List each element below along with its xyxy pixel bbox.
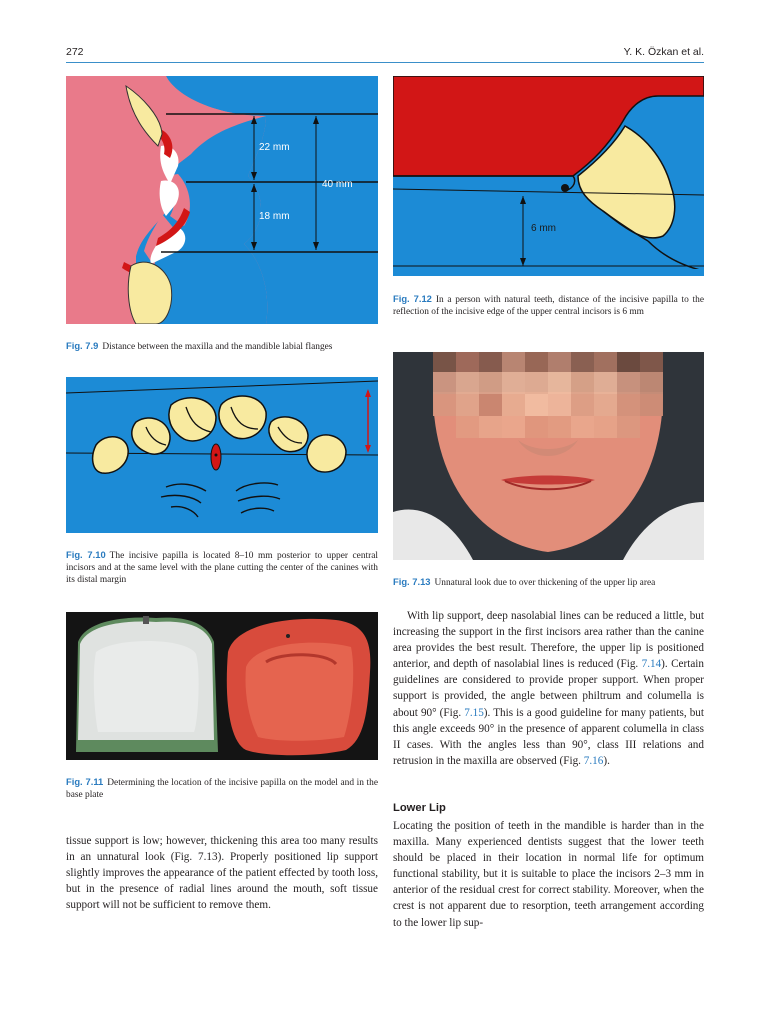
right-paragraph-1 <box>393 608 704 769</box>
caption-fig-7-10 <box>66 549 378 586</box>
caption-fig-7-11 <box>66 776 378 801</box>
measure-40mm: 40 mm <box>322 179 353 190</box>
figure-7-12-diagram <box>393 76 704 276</box>
right-column-text-2 <box>393 818 704 931</box>
caption-text: Determining the location of the incisive papilla on the model and in the base plate <box>66 778 379 800</box>
measure-22mm: 22 mm <box>259 142 290 153</box>
caption-label: Fig. 7.10 <box>66 549 106 560</box>
caption-fig-7-13 <box>393 576 704 589</box>
section-heading-lower-lip: Lower Lip <box>393 802 446 814</box>
figure-ref-7-16[interactable]: 7.16 <box>583 754 604 767</box>
text-segment: ). <box>603 754 610 767</box>
caption-label: Fig. 7.13 <box>393 576 431 587</box>
text-segment: ). Certain guidelines are considered to provide proper support. When proper support is provided, the angle between philtrum and columella is about 90° (Fig. <box>393 658 704 719</box>
figure-7-11-photo <box>66 612 378 760</box>
caption-text: In a person with natural teeth, distance of the incisive papilla to the reflection of the incisive edge of the upper central incisors is 6 mm <box>393 295 705 317</box>
right-paragraph-2: Locating the position of teeth in the mandible is harder than in the maxilla. Many experienced dentists suggest that the lower teeth should be placed in their location in normal life for optimum functional stability, but it is suitable to place the incisors 2–3 mm in anterior of the residual crest for correct stability. Moreover, when the crest is not apparent due to resorption, teeth arrangement according to the lower lip sup- <box>393 820 704 929</box>
text-segment: With lip support, deep nasolabial lines can be reduced a little, but increasing the support in the first incisors area rather than the canine area provides the best result. Therefore, the upper lip is positioned anterior, and depth of nasolabial lines is reduced (Fig. <box>393 610 704 671</box>
page-number: 272 <box>66 46 84 58</box>
left-column-text <box>66 833 378 913</box>
caption-fig-7-12 <box>393 293 704 318</box>
text-segment: ). This is a good guideline for many patients, but this angle exceeds 90° in the presence of apparent columella in class II cases. With the angles less than 90°, class III relations and retrusion in the maxilla are observed (Fig. <box>393 706 704 767</box>
right-column-text <box>393 608 704 769</box>
caption-text: Distance between the maxilla and the mandible labial flanges <box>102 342 333 352</box>
caption-label: Fig. 7.12 <box>393 293 432 304</box>
measure-6mm: 6 mm <box>531 223 556 234</box>
caption-label: Fig. 7.11 <box>66 776 104 787</box>
figure-ref-7-14[interactable]: 7.14 <box>641 658 662 671</box>
caption-fig-7-9 <box>66 340 378 353</box>
caption-label: Fig. 7.9 <box>66 340 99 351</box>
figure-7-10-diagram <box>66 377 378 533</box>
running-header-author: Y. K. Özkan et al. <box>623 46 704 58</box>
figure-7-13-photo <box>393 352 704 560</box>
caption-text: The incisive papilla is located 8–10 mm posterior to upper central incisors and at the same level with the plane cutting the center of the canines with its distal margin <box>66 551 378 585</box>
figure-ref-7-15[interactable]: 7.15 <box>464 706 484 719</box>
left-paragraph: tissue support is low; however, thickening this area too many results in an unnatural look (Fig. 7.13). Properly positioned lip support slightly improves the appearance of the patient effected by tooth loss, but in the presence of radial lines around the mouth, soft tissue support will not be sufficient to remove them. <box>66 835 378 912</box>
caption-text: Unnatural look due to over thickening of the upper lip area <box>434 578 656 588</box>
figure-7-9-diagram <box>66 76 378 324</box>
measure-18mm: 18 mm <box>259 211 290 222</box>
header-rule <box>66 62 704 63</box>
